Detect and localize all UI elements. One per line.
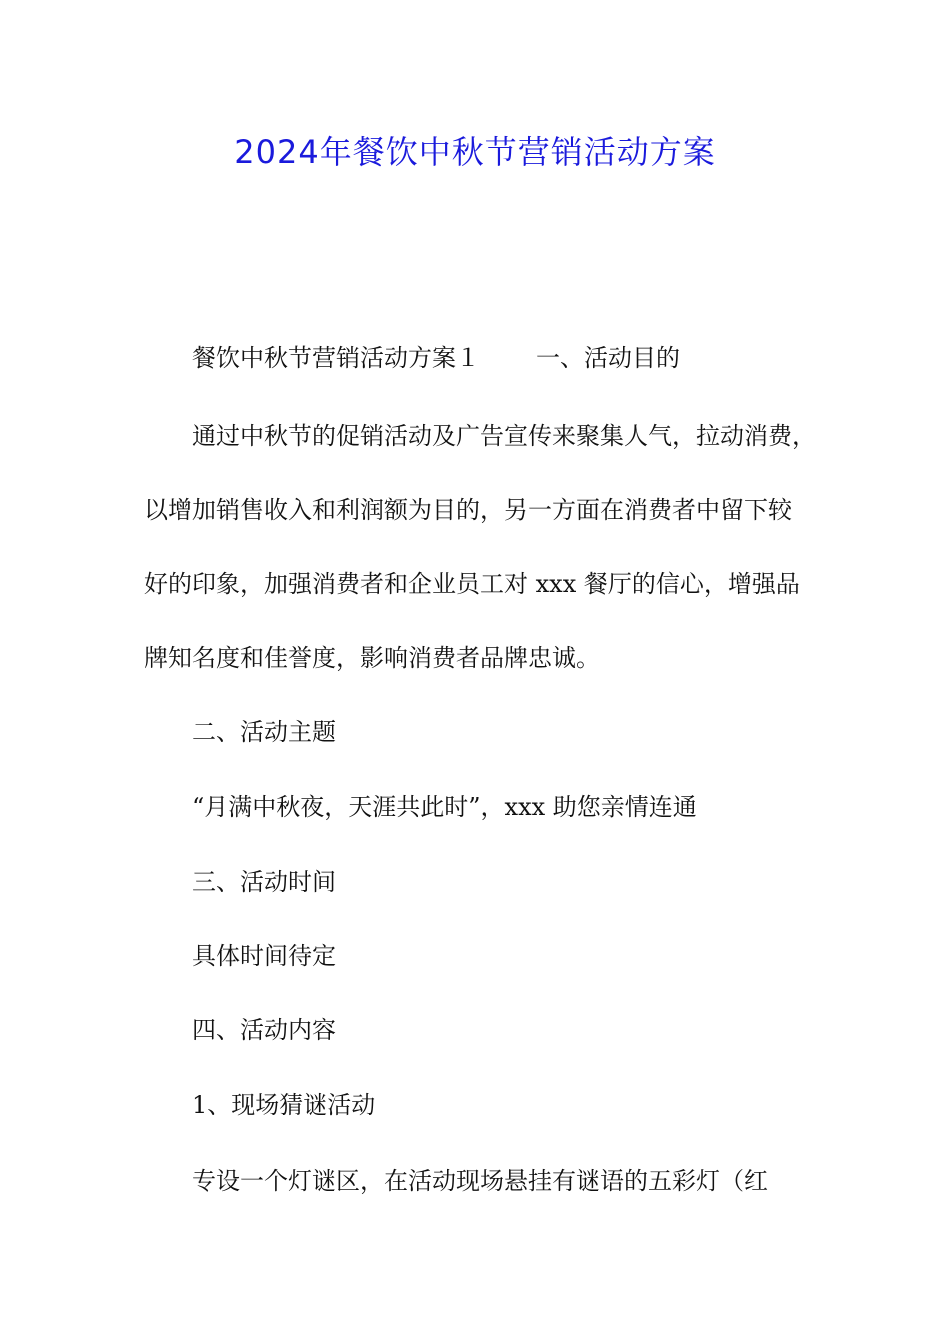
paragraph-line: 通过中秋节的促销活动及广告宣传来聚集人气，拉动消费， xyxy=(192,422,816,450)
time-text: 具体时间待定 xyxy=(192,942,336,970)
plan-name: 餐饮中秋节营销活动方案１ xyxy=(192,344,480,372)
section-heading-2: 二、活动主题 xyxy=(192,718,336,746)
document-title: 2024年餐饮中秋节营销活动方案 xyxy=(234,133,716,171)
sub-heading: 1、现场猜谜活动 xyxy=(192,1091,376,1119)
section-heading-4: 四、活动内容 xyxy=(192,1016,336,1044)
paragraph-line: 牌知名度和佳誉度，影响消费者品牌忠诚。 xyxy=(144,644,600,672)
intro-line xyxy=(192,340,680,376)
section-heading-3: 三、活动时间 xyxy=(192,868,336,896)
paragraph-line: 好的印象，加强消费者和企业员工对 xxx 餐厅的信心，增强品 xyxy=(144,570,800,598)
paragraph-line: 专设一个灯谜区，在活动现场悬挂有谜语的五彩灯（红 xyxy=(192,1167,768,1195)
section-heading-1: 一、活动目的 xyxy=(536,344,680,372)
theme-text: “月满中秋夜，天涯共此时”，xxx 助您亲情连通 xyxy=(192,793,697,821)
paragraph-line: 以增加销售收入和利润额为目的，另一方面在消费者中留下较 xyxy=(144,496,792,524)
